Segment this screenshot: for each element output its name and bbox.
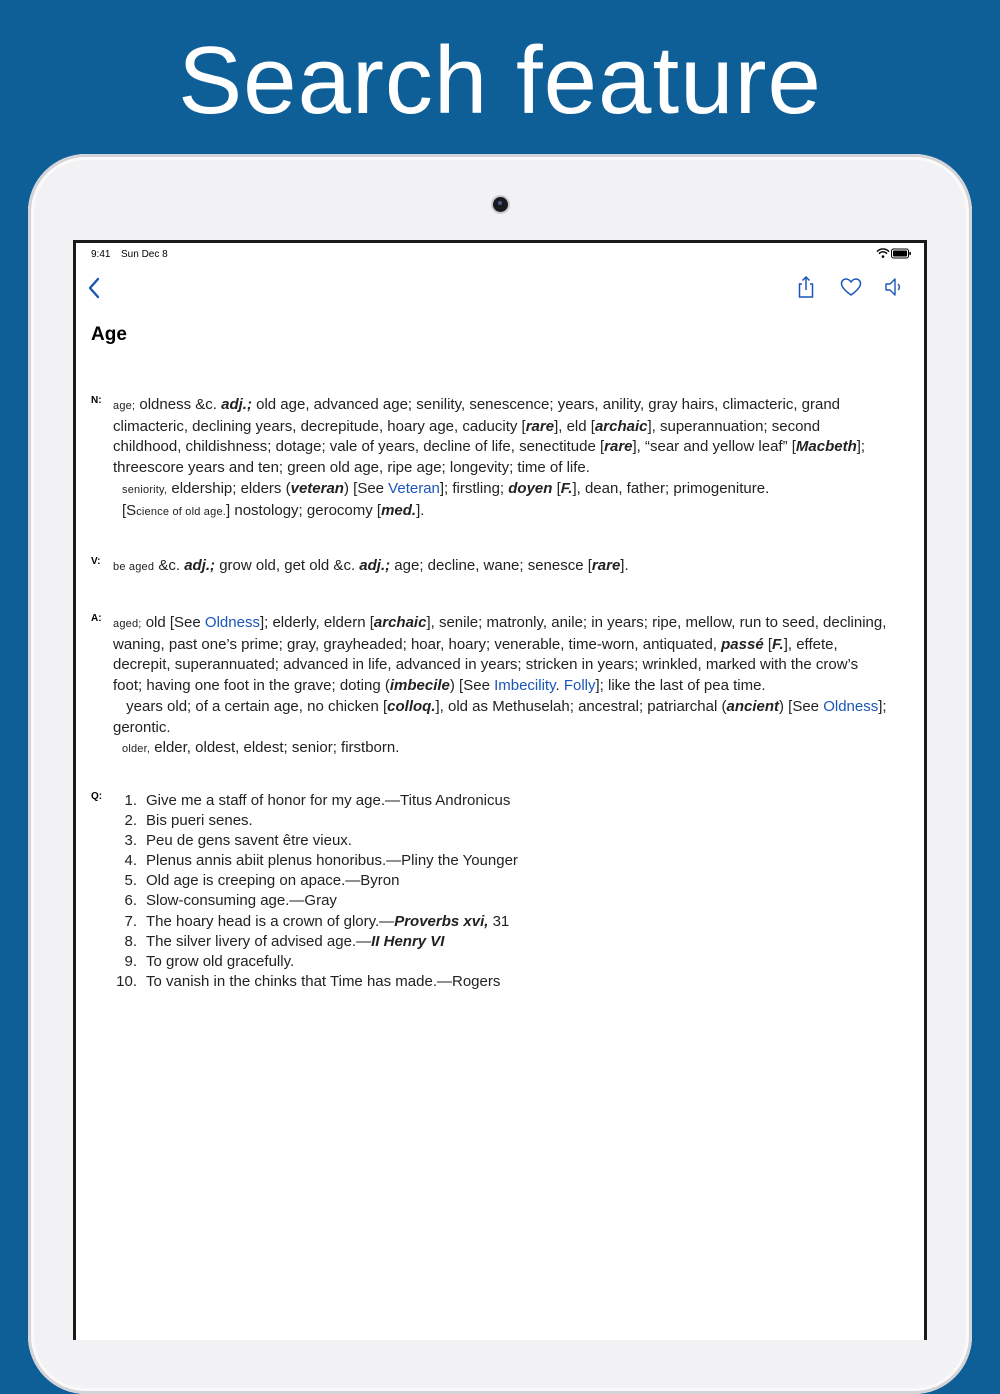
entry-title: Age bbox=[91, 324, 127, 345]
status-time: 9:41 bbox=[91, 249, 111, 260]
quote-item: 6. Slow-consuming age.—Gray bbox=[124, 892, 337, 910]
quote-list bbox=[113, 791, 891, 992]
back-button[interactable] bbox=[86, 275, 106, 301]
pos-label-verb: V: bbox=[91, 556, 101, 567]
noun-section bbox=[91, 395, 891, 522]
link-oldness-2[interactable]: Oldness bbox=[823, 697, 879, 715]
pos-label-adjective: A: bbox=[91, 613, 102, 624]
quote-item: 9. To grow old gracefully. bbox=[124, 952, 295, 970]
quote-item: 2. Bis pueri senes. bbox=[124, 812, 253, 830]
adjective-head: aged; bbox=[113, 618, 142, 630]
nav-bar bbox=[76, 265, 924, 309]
link-imbecility[interactable]: Imbecility bbox=[494, 677, 556, 695]
verb-text: be aged &c. adj.; grow old, get old &c. adj.; age; decline, wane; senesce [rare]. bbox=[113, 557, 629, 574]
app-screen bbox=[73, 240, 927, 1340]
quote-item: 4. Plenus annis abiit plenus honoribus.—Pliny the Younger bbox=[124, 852, 518, 870]
noun-text: age; oldness &c. adj.; old age, advanced age; senility, senescence; years, anility, gray hairs, climacteric, grand climacteric, declining years, decrepitude, hoary age, caducity [rare], eld [archaic], superannuation; second childhood, childishness; dotage; vale of years, decline of life, senectitude [rare], “sear and yellow leaf” [Macbeth]; threescore years and ten; green old age, ripe age; longevity; time of life. seniority, eldership; elders (veteran) [See Veteran]; firstling; doyen [F.], dean, father; primogeniture. [Science of old age.] nostology; gerocomy [med.]. bbox=[113, 396, 866, 519]
link-folly[interactable]: Folly bbox=[563, 677, 596, 695]
link-oldness[interactable]: Oldness bbox=[204, 614, 260, 631]
quote-item: 8. The silver livery of advised age.—II Henry VI bbox=[124, 932, 445, 950]
quote-item: 7. The hoary head is a crown of glory.—Proverbs xvi, 31 bbox=[124, 912, 510, 930]
verb-section bbox=[91, 556, 891, 578]
adjective-section bbox=[91, 613, 891, 760]
status-icons bbox=[876, 248, 912, 259]
wifi-icon bbox=[877, 249, 889, 258]
pos-label-quotes: Q: bbox=[91, 791, 103, 802]
quotes-section bbox=[91, 791, 891, 992]
battery-icon bbox=[892, 249, 911, 258]
chevron-left-icon bbox=[86, 275, 106, 301]
status-date: Sun Dec 8 bbox=[121, 249, 168, 260]
noun-subhead-seniority: seniority, bbox=[122, 483, 168, 496]
promo-title: Search feature bbox=[178, 27, 822, 134]
link-veteran[interactable]: Veteran bbox=[388, 479, 440, 497]
speaker-icon bbox=[881, 273, 909, 301]
noun-head: age; bbox=[113, 400, 136, 412]
quote-item: 10. To vanish in the chinks that Time has made.—Rogers bbox=[116, 972, 501, 990]
share-icon bbox=[792, 273, 820, 301]
heart-icon bbox=[837, 273, 865, 301]
favorite-button[interactable] bbox=[837, 273, 865, 301]
camera-icon bbox=[493, 197, 508, 212]
sound-button[interactable] bbox=[881, 273, 909, 301]
pos-label-noun: N: bbox=[91, 395, 102, 406]
quote-item: 3. Peu de gens savent être vieux. bbox=[124, 832, 352, 850]
adjective-subhead-older: older, bbox=[122, 743, 151, 756]
status-bar bbox=[76, 243, 924, 265]
adjective-text: aged; old [See Oldness]; elderly, eldern [archaic], senile; matronly, anile; in years; ripe, mellow, run to seed, declining, waning, past one’s prime; gray, grayheaded; hoar, hoary; venerable, time-worn, antiquated, passé [F.], effete, decrepit, superannuated; advanced in life, advanced in years; stricken in years; wrinkled, marked with the crow’s foot; having one foot in the grave; doting (imbecile) [See Imbecility. Folly]; like the last of pea time. years old; of a certain age, no chicken [colloq.], old as Methuselah; ancestral; patriarchal (ancient) [See Oldness]; gerontic. older, elder, oldest, eldest; senior; firstborn. bbox=[113, 614, 887, 757]
verb-head: be aged bbox=[113, 561, 155, 573]
quote-item: 5. Old age is creeping on apace.—Byron bbox=[124, 872, 400, 890]
quote-item: 1. Give me a staff of honor for my age.—Titus Andronicus bbox=[124, 792, 511, 809]
share-button[interactable] bbox=[792, 273, 820, 301]
